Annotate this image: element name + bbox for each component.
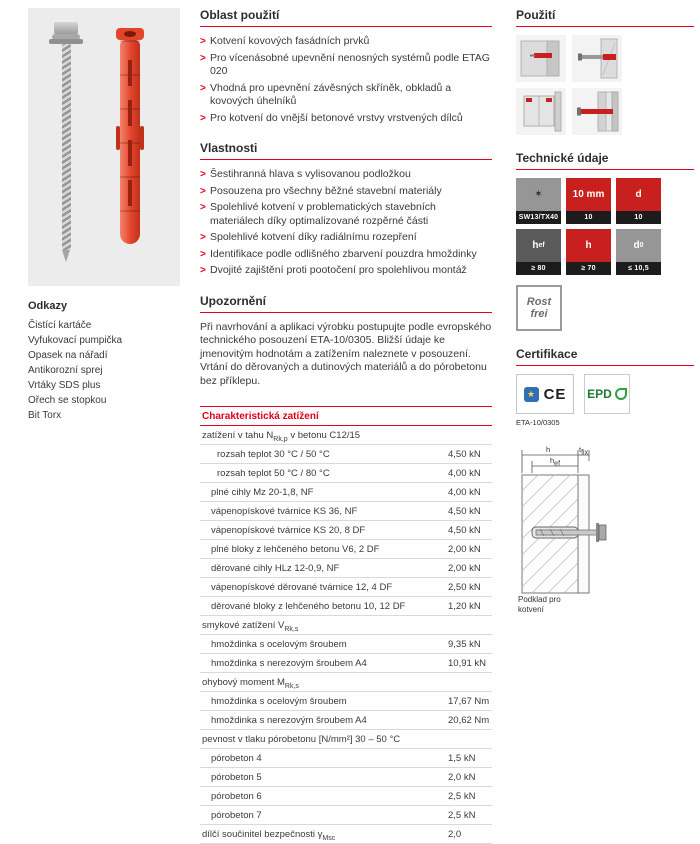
bullet-arrow-icon: >	[200, 232, 206, 243]
tech-icon-symbol: h	[566, 229, 611, 262]
dim-label-tfix: $t_{fix}$	[579, 445, 589, 457]
bullet-item	[200, 201, 492, 228]
link-item[interactable]: Antikorozní sprej	[28, 365, 103, 376]
row-label: hmoždinka s nerezovým šroubem A4	[211, 715, 367, 726]
usage-image-cabinet	[516, 88, 566, 135]
row-label: pórobeton 7	[211, 810, 262, 821]
row-value: 2,00 kN	[448, 563, 481, 574]
table-row	[200, 483, 492, 502]
tech-icon-symbol: h ef	[516, 229, 561, 262]
anchoring-section-drawing	[516, 445, 694, 615]
bullet-item	[200, 185, 492, 199]
application-list	[200, 35, 492, 125]
bullet-text: Spolehlivé kotvení v problematických stavebních materiálech díky optimalizované rozpěrné části	[210, 201, 436, 227]
anchor-fin-left-shape	[116, 126, 120, 150]
row-value: 1,20 kN	[448, 601, 481, 612]
row-value: 2,5 kN	[448, 810, 476, 821]
anchor-fin-right-shape	[140, 126, 144, 150]
row-label: plné cihly Mz 20-1,8, NF	[211, 487, 314, 498]
row-label: zatížení v tahu $N_{Rk,p}$ v betonu C12/15	[202, 430, 361, 443]
product-photo	[28, 8, 180, 286]
right-column	[516, 8, 694, 615]
table-row	[200, 654, 492, 673]
table-row	[200, 540, 492, 559]
table-row	[200, 426, 492, 445]
bullet-text: Dvojité zajištění proti pootočení pro spolehlivou montáž	[210, 264, 467, 276]
table-row	[200, 711, 492, 730]
ce-emblem-icon: ★	[524, 387, 539, 402]
tech-data-title: Technické údaje	[516, 151, 694, 170]
row-label: rozsah teplot 50 °C / 80 °C	[217, 468, 330, 479]
row-label: pórobeton 4	[211, 753, 262, 764]
row-value: 2,0 kN	[448, 772, 476, 783]
links-title: Odkazy	[28, 300, 68, 312]
row-value: 2,0	[448, 829, 462, 840]
properties-list	[200, 168, 492, 278]
bullet-item	[200, 264, 492, 278]
application-title: Oblast použití	[200, 8, 492, 27]
dim-label-hef: $h_{ef}$	[550, 456, 561, 468]
row-value: 4,00 kN	[448, 468, 481, 479]
tech-icon-symbol: ✶	[516, 178, 561, 211]
screw-head-shape	[54, 22, 78, 34]
table-row	[200, 673, 492, 692]
row-value: 20,62 Nm	[448, 715, 490, 726]
properties-title: Vlastnosti	[200, 141, 492, 160]
row-value: 9,35 kN	[448, 639, 481, 650]
table-row	[200, 768, 492, 787]
row-label: vápenopískové děrované tvárnice 12, 4 DF	[211, 582, 393, 593]
row-label: hmoždinka s ocelovým šroubem	[211, 639, 347, 650]
table-row	[200, 464, 492, 483]
row-value: 4,50 kN	[448, 449, 481, 460]
bullet-item	[200, 52, 492, 79]
link-item[interactable]: Vyfukovací pumpička	[28, 335, 123, 346]
link-item[interactable]: Čistící kartáče	[28, 320, 92, 331]
stainless-steel-icon: Rost frei	[516, 285, 562, 331]
row-label: pórobeton 6	[211, 791, 262, 802]
bullet-item	[200, 112, 492, 126]
table-row	[200, 787, 492, 806]
row-label: hmoždinka s nerezovým šroubem A4	[211, 658, 367, 669]
bullet-text: Pro kotvení do vnější betonové vrstvy vrstvených dílců	[210, 111, 463, 124]
usage-image-facade	[516, 35, 566, 82]
row-value: 2,5 kN	[448, 791, 476, 802]
table-row	[200, 597, 492, 616]
table-row	[200, 616, 492, 635]
ce-badge	[516, 374, 574, 414]
table-row	[200, 692, 492, 711]
bullet-text: Vhodná pro upevnění závěsných skříněk, obkladů a kovových úhelníků	[210, 81, 452, 107]
row-label: dílčí součinitel bezpečnosti $\gamma_{Msc}$	[202, 829, 336, 842]
bullet-arrow-icon: >	[200, 248, 206, 260]
usage-image-multiple-fixing	[572, 35, 622, 82]
row-label: ohybový moment $M_{Rk,s}$	[202, 677, 299, 690]
main-column	[200, 8, 492, 844]
row-label: děrované bloky z lehčeného betonu 10, 12 DF	[211, 601, 406, 612]
table-row	[200, 521, 492, 540]
bullet-arrow-icon: >	[200, 82, 206, 94]
drawing-caption: Podklad pro kotvení	[518, 595, 561, 614]
link-item[interactable]: Vrtáky SDS plus	[28, 380, 101, 391]
bullet-text: Kotvení kovových fasádních prvků	[210, 35, 370, 47]
epd-certificate	[584, 374, 630, 414]
table-row	[200, 578, 492, 597]
bullet-item	[200, 168, 492, 182]
row-value: 4,00 kN	[448, 487, 481, 498]
usage-image-sandwich-panel	[572, 88, 622, 135]
bullet-arrow-icon: >	[200, 265, 206, 276]
dim-label-h: h	[546, 445, 551, 454]
row-value: 2,00 kN	[448, 544, 481, 555]
bullet-arrow-icon: >	[200, 169, 206, 180]
tech-icon-value: SW13/TX40	[516, 211, 561, 224]
tech-icon-value: 10	[616, 211, 661, 224]
row-value: 4,50 kN	[448, 506, 481, 517]
row-label: rozsah teplot 30 °C / 50 °C	[217, 449, 330, 460]
bullet-arrow-icon: >	[200, 52, 206, 64]
embedment-depth-icon	[516, 229, 561, 275]
load-table	[200, 406, 492, 844]
table-row	[200, 559, 492, 578]
screw-shaft-shape	[62, 44, 71, 250]
tech-icon-value: ≥ 80	[516, 262, 561, 275]
tech-icon-value: 10	[566, 211, 611, 224]
table-row	[200, 635, 492, 654]
tech-icon-symbol: d 0	[616, 229, 661, 262]
bullet-item	[200, 231, 492, 245]
link-item[interactable]: Ořech se stopkou	[28, 395, 107, 406]
eta-number: ETA-10/0305	[516, 418, 560, 427]
bullet-arrow-icon: >	[200, 185, 206, 197]
tech-icons-grid	[516, 178, 694, 275]
ce-label: CE	[543, 385, 567, 403]
cabinet-illustration	[516, 88, 566, 135]
torx-drive-icon	[516, 178, 561, 224]
table-title: Charakteristická zatížení	[200, 407, 492, 426]
table-row	[200, 730, 492, 749]
bullet-item	[200, 35, 492, 49]
bullet-text: Spolehlivé kotvení díky radiálnímu rozepření	[210, 231, 417, 243]
usage-title: Použití	[516, 8, 694, 27]
row-label: hmoždinka s ocelovým šroubem	[211, 696, 347, 707]
screw-tip-shape	[62, 250, 70, 262]
bullet-text: Posouzena pro všechny běžné stavební materiály	[210, 184, 442, 197]
tech-icon-value: ≤ 10,5	[616, 262, 661, 275]
row-label: vápenopískové tvárnice KS 36, NF	[211, 506, 358, 517]
table-row	[200, 445, 492, 464]
row-value: 2,50 kN	[448, 582, 481, 593]
table-row	[200, 502, 492, 521]
row-label: smykové zatížení $V_{Rk,s}$	[202, 620, 299, 633]
link-item[interactable]: Opasek na nářadí	[28, 350, 108, 361]
anchor-hole-shape	[124, 31, 136, 37]
bullet-arrow-icon: >	[200, 202, 206, 213]
row-value: 17,67 Nm	[448, 696, 490, 707]
notice-paragraph: Při navrhování a aplikaci výrobku postupujte podle evropského technického posouzení ETA-10/0305. Bližší údaje ke jmenovitým hodnotám a zatížením naleznete v posouzení. Vrtání do děrovaných a dutinových materiálů a do pórobetonu bez příklepu.	[200, 320, 492, 387]
table-row	[200, 825, 492, 844]
bullet-arrow-icon: >	[200, 36, 206, 47]
row-label: vápenopískové tvárnice KS 20, 8 DF	[211, 525, 366, 536]
bullet-text: Identifikace podle odlišného zbarvení pouzdra hmoždinky	[210, 247, 477, 260]
certification-title: Certifikace	[516, 347, 694, 366]
row-label: pevnost v tlaku pórobetonu [N/mm²] 30 – 50 °C	[202, 734, 401, 745]
row-value: 4,50 kN	[448, 525, 481, 536]
drill-diameter-icon	[566, 178, 611, 224]
bullet-text: Šestihranná hlava s vylisovanou podložkou	[210, 168, 411, 180]
table-row	[200, 806, 492, 825]
bullet-text: Pro vícenásobné upevnění nenosných systémů podle ETAG 020	[210, 51, 490, 77]
epd-label: EPD	[587, 387, 612, 401]
row-label: děrované cihly HLz 12-0,9, NF	[211, 563, 340, 574]
row-value: 10,91 kN	[448, 658, 487, 669]
epd-badge	[584, 374, 630, 414]
usage-thumbnails	[516, 35, 694, 135]
tech-icon-symbol: 10 mm	[566, 178, 611, 211]
row-label: plné bloky z lehčeného betonu V6, 2 DF	[211, 544, 380, 555]
bullet-item	[200, 248, 492, 262]
row-value: 1,5 kN	[448, 753, 476, 764]
left-column	[28, 8, 180, 423]
notice-title: Upozornění	[200, 294, 492, 313]
table-row	[200, 749, 492, 768]
multiple-fixing-illustration	[572, 35, 622, 82]
bullet-arrow-icon: >	[200, 112, 206, 124]
anchor-diameter-icon	[616, 178, 661, 224]
bullet-item	[200, 82, 492, 109]
ce-certificate	[516, 374, 574, 427]
installation-drawing	[516, 445, 694, 615]
tech-icon-symbol: d	[616, 178, 661, 211]
sandwich-panel-illustration	[572, 88, 622, 135]
links-list	[28, 318, 180, 423]
tech-icon-value: ≥ 70	[566, 262, 611, 275]
min-thickness-icon	[566, 229, 611, 275]
drill-hole-diameter-icon	[616, 229, 661, 275]
certification-badges	[516, 374, 694, 427]
leaf-icon	[615, 388, 627, 400]
anchor-slot-shape	[128, 60, 132, 220]
facade-illustration	[516, 35, 566, 82]
row-label: pórobeton 5	[211, 772, 262, 783]
link-item[interactable]: Bit Torx	[28, 410, 62, 421]
